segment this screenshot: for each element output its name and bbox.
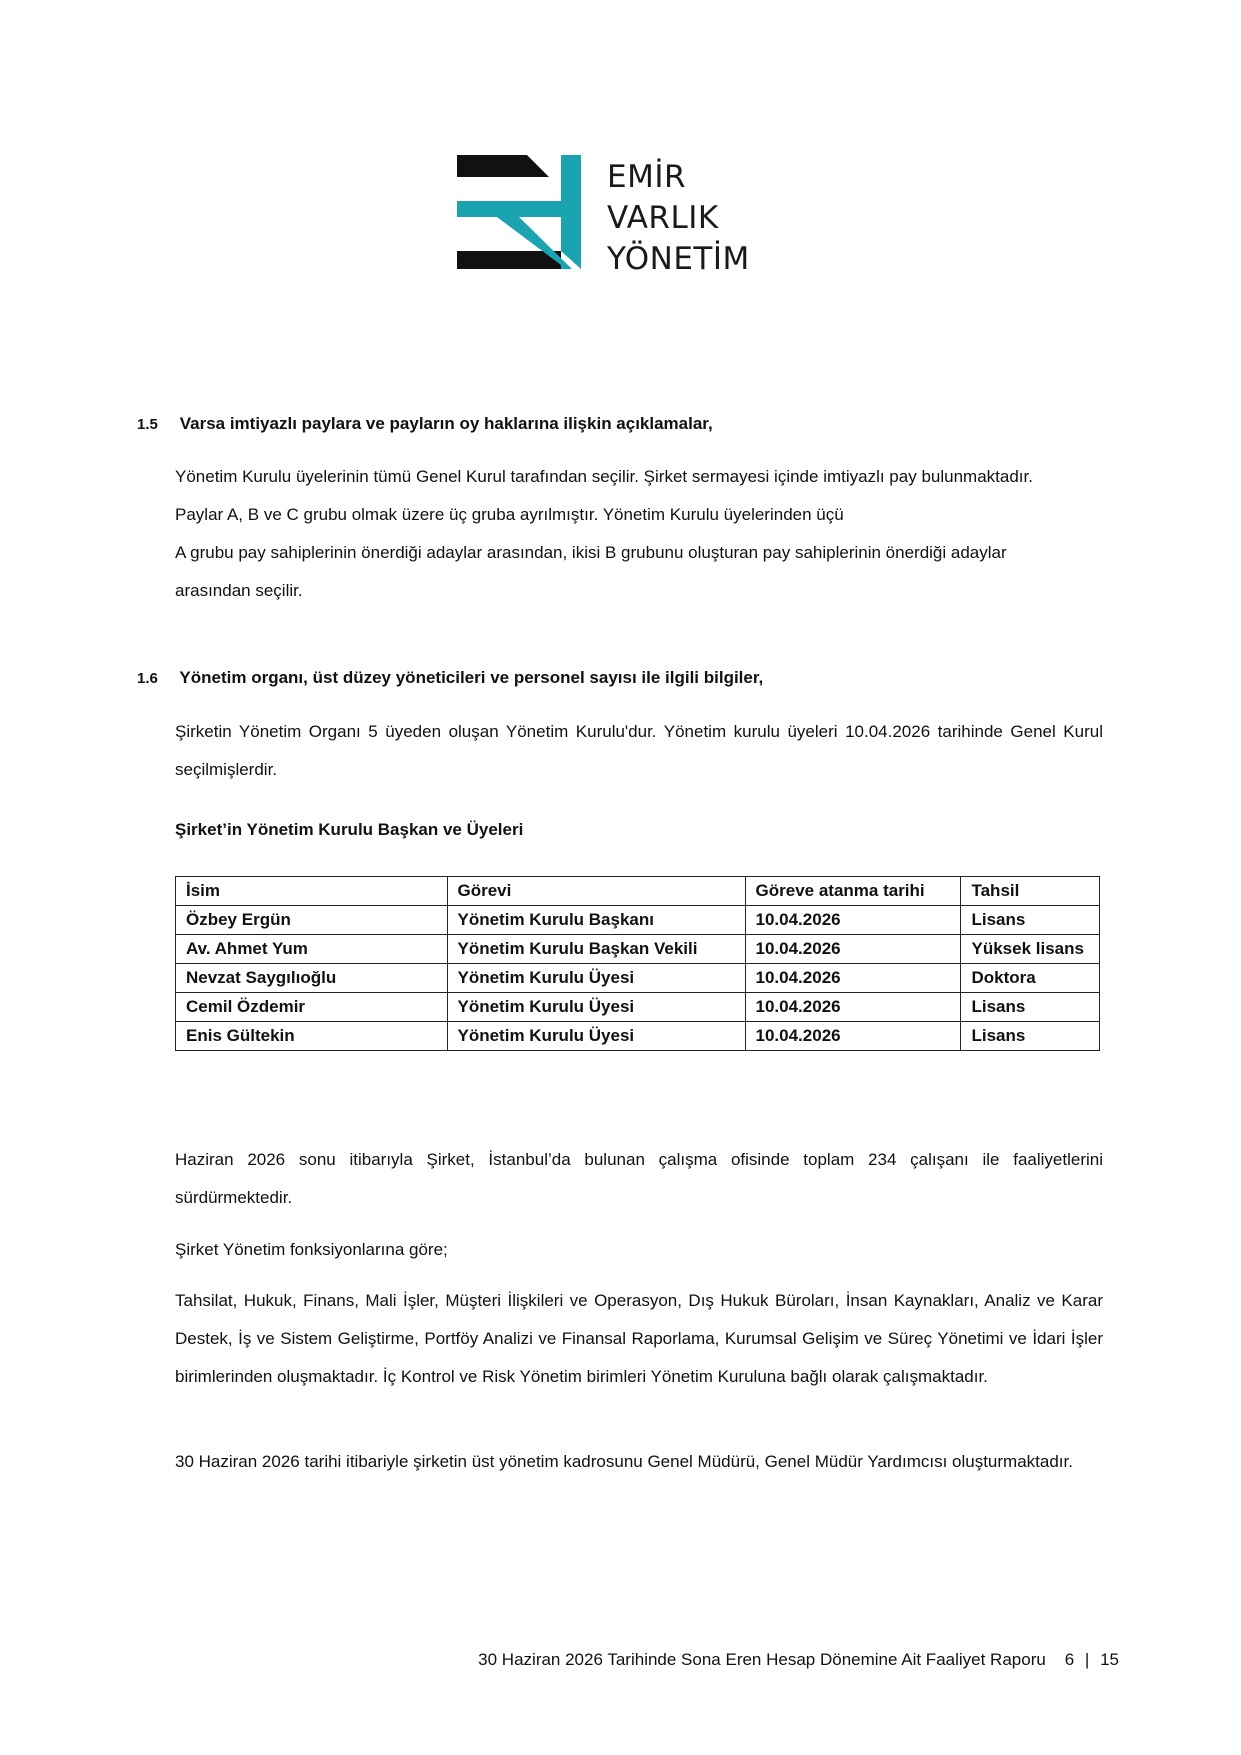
intro-text: Şirketin Yönetim Organı 5 üyeden oluşan Yönetim Kurulu'dur. Yönetim kurulu üyeleri 10.04.2026 tarihinde Genel Kurul seçilmişlerdir. (175, 722, 1103, 779)
body-line: arasından seçilir. (175, 581, 303, 600)
cell-name: Nevzat Saygılıoğlu (176, 964, 448, 993)
table-row (176, 993, 1100, 1022)
management-paragraph (175, 1443, 1103, 1481)
board-members-table (175, 876, 1100, 1051)
body-line: Yönetim Kurulu üyelerinin tümü Genel Kurul tarafından seçilir. Şirket sermayesi içinde imtiyazlı pay bulunmaktadır. (175, 467, 1033, 486)
section-1-5-heading (137, 414, 713, 434)
section-title: Yönetim organı, üst düzey yöneticileri ve personel sayısı ile ilgili bilgiler, (179, 668, 764, 687)
footer-report-title: 30 Haziran 2026 Tarihinde Sona Eren Hesap Dönemine Ait Faaliyet Raporu (478, 1650, 1046, 1669)
section-1-5-body (175, 458, 1135, 610)
section-number: 1.5 (137, 416, 158, 433)
cell-education: Lisans (961, 1022, 1100, 1051)
cell-education: Lisans (961, 906, 1100, 935)
section-number: 1.6 (137, 670, 158, 687)
logo-wordmark (607, 157, 750, 280)
logo-line-2: VARLIK (607, 200, 719, 236)
cell-education: Yüksek lisans (961, 935, 1100, 964)
footer-page-number: 6 (1064, 1650, 1075, 1669)
body-line: Paylar A, B ve C grubu olmak üzere üç gruba ayrılmıştır. Yönetim Kurulu üyelerinden üçü (175, 505, 844, 524)
cell-education: Lisans (961, 993, 1100, 1022)
table-row (176, 935, 1100, 964)
logo-stripe-middle (457, 201, 579, 217)
logo-stripe-bottom (457, 251, 561, 269)
cell-name: Av. Ahmet Yum (176, 935, 448, 964)
cell-role: Yönetim Kurulu Başkanı (447, 906, 745, 935)
cell-date: 10.04.2026 (745, 906, 961, 935)
functions-text: Tahsilat, Hukuk, Finans, Mali İşler, Müşteri İlişkileri ve Operasyon, Dış Hukuk Büroları, İnsan Kaynakları, Analiz ve Karar Destek, İş ve Sistem Geliştirme, Portföy Analizi ve Finansal Raporlama, Kurumsal Gelişim ve Süreç Yönetimi ve İdari İşler birimlerinden oluşmaktadır. İç Kontrol ve Risk Yönetim birimleri Yönetim Kuruluna bağlı olarak çalışmaktadır. (175, 1291, 1103, 1386)
cell-role: Yönetim Kurulu Üyesi (447, 1022, 745, 1051)
staff-paragraph (175, 1141, 1103, 1217)
cell-date: 10.04.2026 (745, 964, 961, 993)
cell-date: 10.04.2026 (745, 935, 961, 964)
cell-name: Enis Gültekin (176, 1022, 448, 1051)
cell-date: 10.04.2026 (745, 1022, 961, 1051)
page-footer (478, 1650, 1119, 1670)
functions-intro-text: Şirket Yönetim fonksiyonlarına göre; (175, 1240, 448, 1259)
cell-date: 10.04.2026 (745, 993, 961, 1022)
logo-stripe-top (457, 155, 549, 177)
cell-education: Doktora (961, 964, 1100, 993)
cell-role: Yönetim Kurulu Üyesi (447, 964, 745, 993)
cell-name: Cemil Özdemir (176, 993, 448, 1022)
header-date: Göreve atanma tarihi (745, 877, 961, 906)
logo-line-3: YÖNETİM (607, 241, 750, 277)
table-row (176, 906, 1100, 935)
cell-name: Özbey Ergün (176, 906, 448, 935)
header-education: Tahsil (961, 877, 1100, 906)
section-title: Varsa imtiyazlı paylara ve payların oy haklarına ilişkin açıklamalar, (179, 414, 713, 433)
cell-role: Yönetim Kurulu Üyesi (447, 993, 745, 1022)
staff-text: Haziran 2026 sonu itibarıyla Şirket, İstanbul’da bulunan çalışma ofisinde toplam 234 çalışanı ile faaliyetlerini sürdürmektedir. (175, 1150, 1103, 1207)
cell-role: Yönetim Kurulu Başkan Vekili (447, 935, 745, 964)
logo-vertical-bar (561, 155, 581, 269)
footer-separator: | (1084, 1650, 1090, 1669)
functions-intro (175, 1231, 1135, 1269)
header-role: Görevi (447, 877, 745, 906)
table-row (176, 1022, 1100, 1051)
header-name: İsim (176, 877, 448, 906)
functions-paragraph (175, 1282, 1103, 1396)
management-text: 30 Haziran 2026 tarihi itibariyle şirketin üst yönetim kadrosunu Genel Müdürü, Genel Müdür Yardımcısı oluşturmaktadır. (175, 1452, 1073, 1471)
section-1-6-heading (137, 668, 763, 688)
table-header-row (176, 877, 1100, 906)
body-line: A grubu pay sahiplerinin önerdiği adaylar arasından, ikisi B grubunu oluşturan pay sahiplerinin önerdiği adaylar (175, 543, 1007, 562)
section-1-6-intro (175, 713, 1103, 789)
board-table-title: Şirket’in Yönetim Kurulu Başkan ve Üyeleri (175, 820, 524, 839)
footer-total-pages: 15 (1100, 1650, 1119, 1669)
logo-line-1: EMİR (607, 159, 687, 195)
table-row (176, 964, 1100, 993)
